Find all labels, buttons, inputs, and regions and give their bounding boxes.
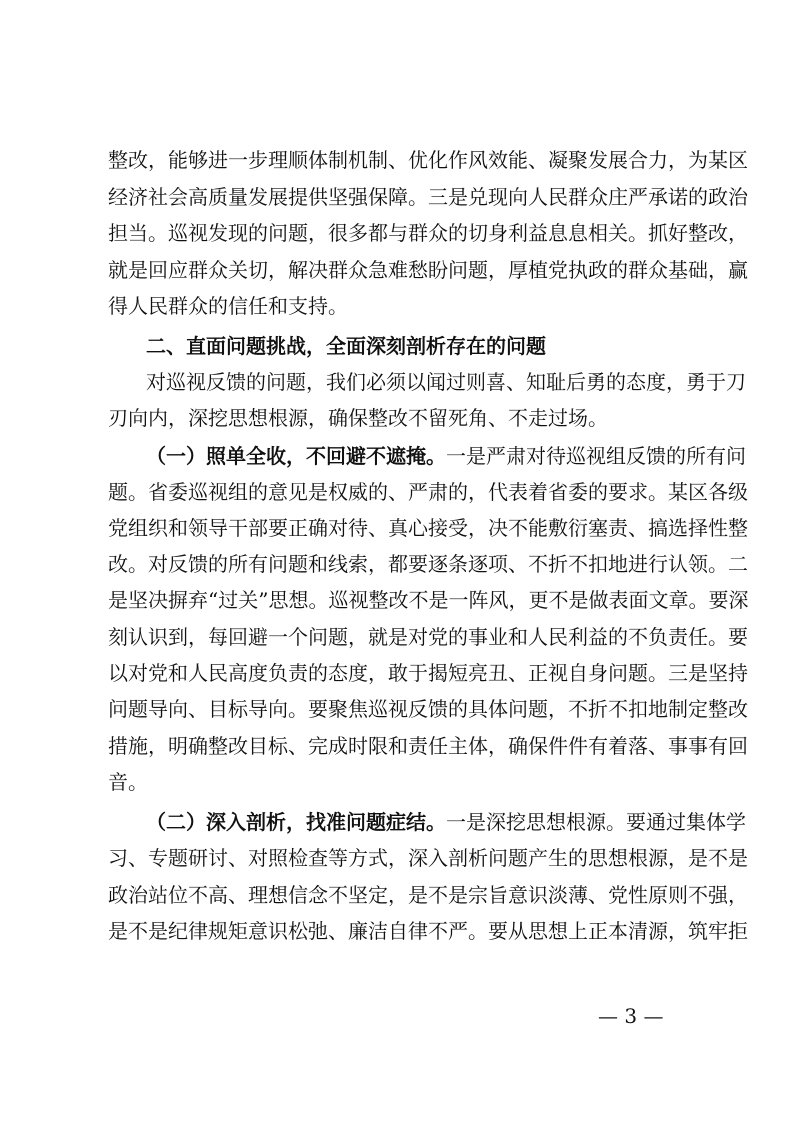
paragraph-line: 整改，能够进一步理顺体制机制、优化作风效能、凝聚发展合力，为某区 (108, 148, 748, 172)
paragraph-line: 对巡视反馈的问题，我们必须以闻过则喜、知耻后勇的态度，勇于刀 (146, 370, 746, 394)
subheading-two: （二）深入剖析，找准问题症结。 (146, 810, 446, 834)
paragraph-line: 党组织和领导干部要正确对待、真心接受，决不能敷衍塞责、搞选择性整 (108, 516, 748, 540)
paragraph-line (146, 810, 746, 834)
paragraph-line: 刃向内，深挖思想根源，确保整改不留死角、不走过场。 (108, 406, 608, 430)
paragraph-line: 担当。巡视发现的问题，很多都与群众的切身利益息息相关。抓好整改， (108, 221, 748, 245)
paragraph-line: 问题导向、目标导向。要聚焦巡视反馈的具体问题，不折不扣地制定整改 (108, 697, 748, 721)
paragraph-line: 改。对反馈的所有问题和线索，都要逐条逐项、不折不扣地进行认领。二 (108, 552, 748, 576)
paragraph-line (146, 444, 746, 468)
section-heading: 二、直面问题挑战，全面深刻剖析存在的问题 (146, 334, 546, 358)
paragraph-line: 刻认识到，每回避一个问题，就是对党的事业和人民利益的不负责任。要 (108, 625, 748, 649)
paragraph-line: 得人民群众的信任和支持。 (108, 294, 348, 318)
paragraph-line: 是坚决摒弃“过关”思想。巡视整改不是一阵风，更不是做表面文章。要深 (108, 588, 749, 612)
paragraph-line: 题。省委巡视组的意见是权威的、严肃的，代表着省委的要求。某区各级 (108, 480, 748, 504)
subheading-one: （一）照单全收，不回避不遮掩。 (146, 444, 446, 468)
paragraph-line: 措施，明确整改目标、完成时限和责任主体，确保件件有着落、事事有回 (108, 734, 748, 758)
paragraph-line: 经济社会高质量发展提供坚强保障。三是兑现向人民群众庄严承诺的政治 (108, 185, 748, 209)
paragraph-line: 是不是纪律规矩意识松弛、廉洁自律不严。要从思想上正本清源，筑牢拒 (108, 919, 748, 943)
paragraph-line: 政治站位不高、理想信念不坚定，是不是宗旨意识淡薄、党性原则不强， (108, 883, 748, 907)
paragraph-line: 就是回应群众关切，解决群众急难愁盼问题，厚植党执政的群众基础，赢 (108, 258, 748, 282)
paragraph-line: 音。 (108, 770, 148, 794)
paragraph-line: 以对党和人民高度负责的态度，敢于揭短亮丑、正视自身问题。三是坚持 (108, 661, 748, 685)
paragraph-text: 一是深挖思想根源。要通过集体学 (446, 810, 746, 834)
paragraph-text: 一是严肃对待巡视组反馈的所有问 (446, 444, 746, 468)
paragraph-line: 习、专题研讨、对照检查等方式，深入剖析问题产生的思想根源，是不是 (108, 846, 748, 870)
page-number: — 3 — (598, 1004, 664, 1028)
